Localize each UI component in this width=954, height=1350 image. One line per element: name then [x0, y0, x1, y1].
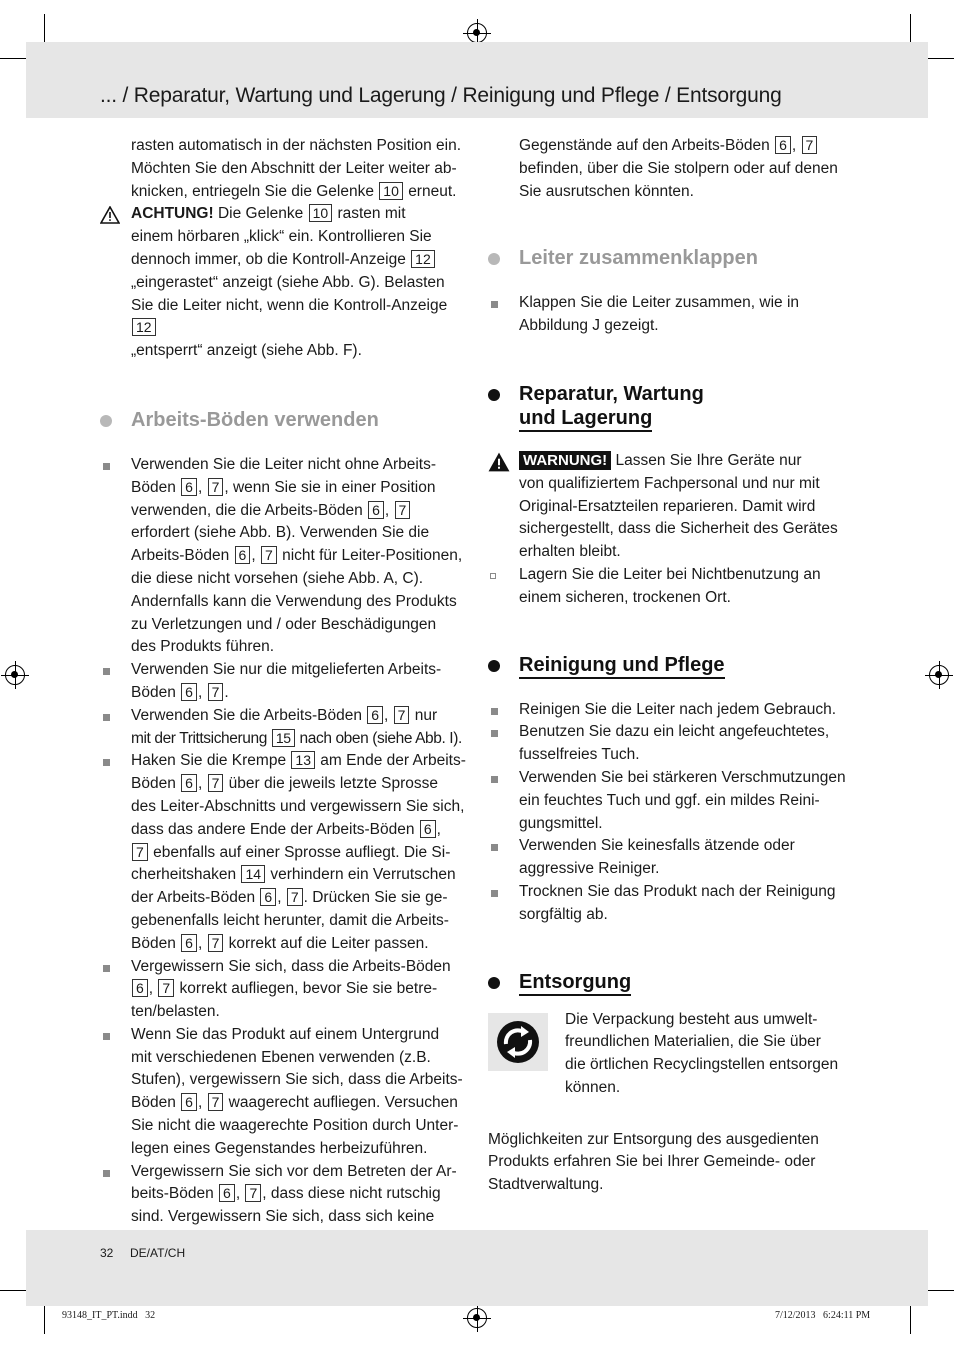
packaging-text: Die Verpackung besteht aus umwelt- freundlichen Materialien, die Sie über die örtlichen Recyclingstellen entsorgen können. — [565, 1010, 839, 1096]
registration-mark-icon — [467, 23, 487, 43]
ref-label: 6 — [132, 979, 148, 997]
list-item: Vergewissern Sie sich, dass die Arbeits-Böden 6 , 7 korrekt aufliegen, bevor Sie sie betre- ten/belasten. — [100, 956, 472, 1024]
ref-label: 6 — [181, 1093, 197, 1111]
ref-label: 7 — [208, 1093, 224, 1111]
recycle-icon — [488, 1013, 548, 1071]
section-heading-fold: Leiter zusammenklappen — [488, 246, 860, 270]
list-item: Vergewissern Sie sich vor dem Betreten der Ar- beits-Böden 6 , 7 , dass diese nicht rutschig sind. Vergewissern Sie sich, dass sich keine — [100, 1161, 472, 1229]
right-column — [488, 135, 860, 1197]
heading-bullet — [488, 389, 500, 401]
list-item: Lagern Sie die Leiter bei Nichtbenutzung an einem sicheren, trockenen Ort. — [488, 564, 860, 610]
warning-triangle-icon — [488, 452, 510, 472]
list-item: Verwenden Sie die Arbeits-Böden 6 , 7 nur mit der Trittsicherung 15 nach oben (siehe Abb. I). — [100, 705, 472, 751]
list-item: Reinigen Sie die Leiter nach jedem Gebrauch. — [488, 699, 860, 722]
ref-label: 6 — [420, 820, 436, 838]
heading-bullet — [488, 977, 500, 989]
list-item: Haken Sie die Krempe 13 am Ende der Arbeits- Böden 6 , 7 über die jeweils letzte Sprosse des Leiter-Abschnitts und vergewissern Sie sich, dass das andere Ende der Arbeits-Böden 6 , 7 ebenfalls auf einer Sprosse aufliegt. Die Si- cherheitshaken 14 verhindern ein Verrutschen der Arbeits-Böden 6 , 7 . Drücken Sie sie ge- gebenenfalls leicht herunter, damit die Arbeits- Böden 6 , 7 korrekt auf die Leiter passen. — [100, 750, 472, 955]
ref-label: 7 — [208, 934, 224, 952]
ref-label: 6 — [260, 888, 276, 906]
footer-band — [26, 1230, 928, 1306]
list-item: Verwenden Sie keinesfalls ätzende oder aggressive Reiniger. — [488, 835, 860, 881]
ref-label: 6 — [775, 136, 791, 154]
ref-label: 6 — [368, 501, 384, 519]
crop-mark — [910, 14, 911, 44]
continued-paragraph: Gegenstände auf den Arbeits-Böden 6 , 7 befinden, über die Sie stolpern oder auf denen Sie ausrutschen könnten. — [519, 137, 838, 200]
ref-label: 10 — [309, 204, 333, 222]
section-heading-boards: Arbeits-Böden verwenden — [100, 408, 472, 432]
ref-label: 7 — [208, 774, 224, 792]
ref-label: 7 — [395, 501, 411, 519]
heading-bullet — [488, 253, 500, 265]
warning-triangle-icon — [100, 206, 120, 224]
ref-label: 6 — [181, 774, 197, 792]
slug-date: 7/12/2013 6:24:11 PM — [775, 1310, 871, 1321]
ref-label: 7 — [802, 136, 818, 154]
region-label: DE/AT/CH — [130, 1246, 186, 1260]
heading-bullet — [100, 415, 112, 427]
list-item: Verwenden Sie bei stärkeren Verschmutzungen ein feuchtes Tuch und ggf. ein mildes Reini- gungsmittel. — [488, 767, 860, 835]
crop-mark — [44, 14, 45, 44]
registration-mark-icon — [929, 665, 949, 685]
ref-label: 7 — [245, 1184, 261, 1202]
list-item: Wenn Sie das Produkt auf einem Untergrund mit verschiedenen Ebenen verwenden (z.B. Stufen), vergewissern Sie sich, dass die Arbeits- Böden 6 , 7 waagerecht aufliegen. Versuchen Sie nicht die waagerechte Position durch Unter- legen eines Gegenstandes herbeizuführen. — [100, 1024, 472, 1161]
page-number: 32 — [100, 1246, 114, 1260]
intro-paragraph: rasten automatisch in der nächsten Position ein. Möchten Sie den Abschnitt der Leiter weiter ab- knicken, entriegeln Sie die Gelenke 10 erneut. — [131, 137, 461, 200]
ref-label: 15 — [272, 729, 295, 747]
recycle-logo — [488, 1013, 548, 1071]
ref-label: 6 — [181, 683, 197, 701]
page-title: ... / Reparatur, Wartung und Lagerung / Reinigung und Pflege / Entsorgung — [100, 84, 782, 107]
ref-label: 12 — [411, 250, 435, 268]
crop-mark — [924, 1290, 954, 1291]
ref-label: 10 — [379, 182, 403, 200]
ref-label: 6 — [181, 478, 197, 496]
ref-label: 7 — [158, 979, 174, 997]
ref-label: 6 — [235, 546, 251, 564]
ref-label: 7 — [287, 888, 303, 906]
section-heading-cleaning: Reinigung und Pflege — [488, 653, 860, 677]
packaging-block — [488, 1010, 860, 1105]
heading-bullet — [488, 660, 500, 672]
list-item: Klappen Sie die Leiter zusammen, wie in Abbildung J gezeigt. — [488, 292, 860, 338]
list-item: Verwenden Sie nur die mitgelieferten Arbeits- Böden 6 , 7 . — [100, 659, 472, 705]
ref-label: 6 — [367, 706, 383, 724]
left-column — [100, 135, 472, 1229]
section-heading-disposal: Entsorgung — [488, 970, 860, 994]
caution-paragraph: ACHTUNG! Die Gelenke 10 rasten mit einem hörbaren „klick“ ein. Kontrollieren Sie dennoch immer, ob die Kontroll-Anzeige 12 „eingerastet“ anzeigt (siehe Abb. G). Belasten Sie die Leiter nicht, wenn die Kontroll-Anzeige 12 „entsperrt“ anzeigt (siehe Abb. F). — [100, 203, 472, 363]
list-item: Trocknen Sie das Produkt nach der Reinigung sorgfältig ab. — [488, 881, 860, 927]
warning-paragraph: WARNUNG! Lassen Sie Ihre Geräte nur von qualifiziertem Fachpersonal und nur mit Original-Ersatzteilen reparieren. Damit wird sichergestellt, dass die Sicherheit des Gerätes erhalten bleibt. — [488, 450, 860, 564]
ref-label: 7 — [394, 706, 410, 724]
crop-mark — [924, 58, 954, 59]
slug-file: 93148_IT_PT.indd 32 — [62, 1310, 156, 1321]
registration-mark-icon — [467, 1308, 487, 1328]
crop-mark — [910, 1304, 911, 1334]
ref-label: 6 — [181, 934, 197, 952]
section-heading-repair: Reparatur, Wartung und Lagerung — [488, 382, 860, 430]
ref-label: 6 — [219, 1184, 235, 1202]
disposal-paragraph: Möglichkeiten zur Entsorgung des ausgedienten Produkts erfahren Sie bei Ihrer Gemeinde- oder Stadtverwaltung. — [488, 1130, 819, 1194]
ref-label: 7 — [208, 478, 224, 496]
ref-label: 13 — [291, 751, 315, 769]
warning-badge: WARNUNG! — [519, 451, 611, 470]
list-item: Verwenden Sie die Leiter nicht ohne Arbeits- Böden 6 , 7 , wenn Sie sie in einer Position verwenden, die die Arbeits-Böden 6 , 7 erfordert (siehe Abb. B). Verwenden Sie die Arbeits-Böden 6 , 7 nicht für Leiter-Positionen, die diese nicht vorsehen (siehe Abb. A, C). Andernfalls kann die Verwendung des Produkts zu Verletzungen und / oder Beschädigungen des Produkts führen. — [100, 454, 472, 659]
ref-label: 7 — [208, 683, 224, 701]
crop-mark — [44, 1304, 45, 1334]
list-item: Benutzen Sie dazu ein leicht angefeuchtetes, fusselfreies Tuch. — [488, 721, 860, 767]
ref-label: 12 — [132, 318, 156, 336]
ref-label: 14 — [241, 865, 265, 883]
ref-label: 7 — [132, 843, 148, 861]
registration-mark-icon — [5, 665, 25, 685]
ref-label: 7 — [261, 546, 277, 564]
